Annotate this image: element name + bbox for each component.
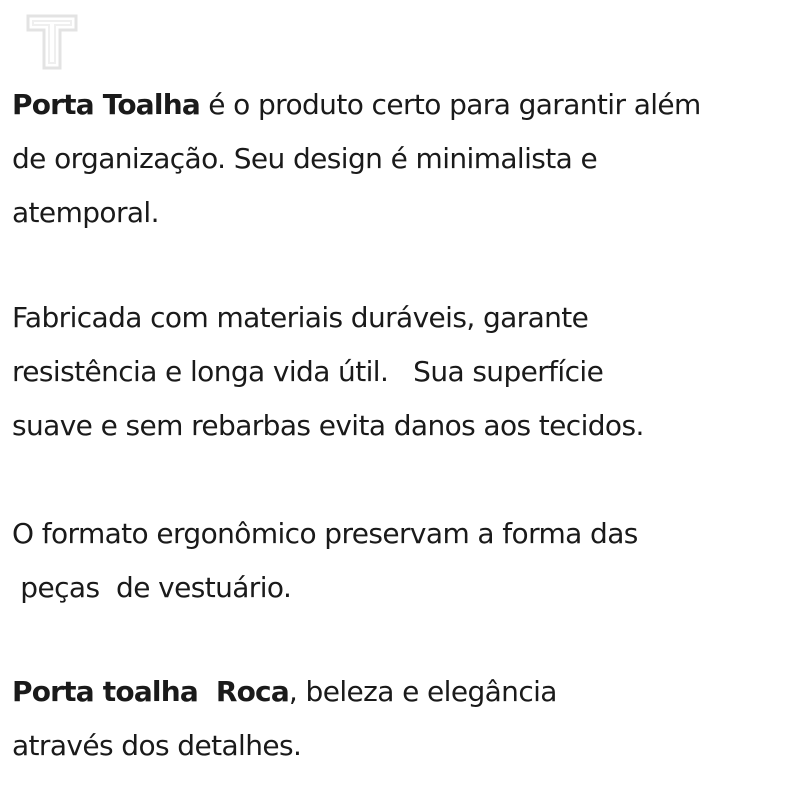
text-line xyxy=(12,78,792,132)
text-segment: , beleza e elegância xyxy=(288,675,557,708)
text-line: resistência e longa vida útil. Sua superfície xyxy=(12,355,604,388)
text-line: de organização. Seu design é minimalista e xyxy=(12,142,598,175)
text-line: Fabricada com materiais duráveis, garante xyxy=(12,301,589,334)
product-name: Porta toalha Roca xyxy=(12,675,289,708)
paragraph-closing xyxy=(12,665,792,773)
text-line: atemporal. xyxy=(12,196,159,229)
paragraph-format xyxy=(12,507,792,615)
text-line: através dos detalhes. xyxy=(12,729,302,762)
text-line: O formato ergonômico preservam a forma das xyxy=(12,517,638,550)
product-description xyxy=(12,78,792,773)
brand-t-logo-icon xyxy=(22,10,82,74)
product-name: Porta Toalha xyxy=(12,88,200,121)
paragraph-materials xyxy=(12,291,792,453)
text-line: peças de vestuário. xyxy=(12,571,292,604)
text-line xyxy=(12,665,792,719)
text-line: suave e sem rebarbas evita danos aos tecidos. xyxy=(12,409,644,442)
paragraph-intro xyxy=(12,78,792,240)
text-segment: é o produto certo para garantir além xyxy=(199,88,701,121)
